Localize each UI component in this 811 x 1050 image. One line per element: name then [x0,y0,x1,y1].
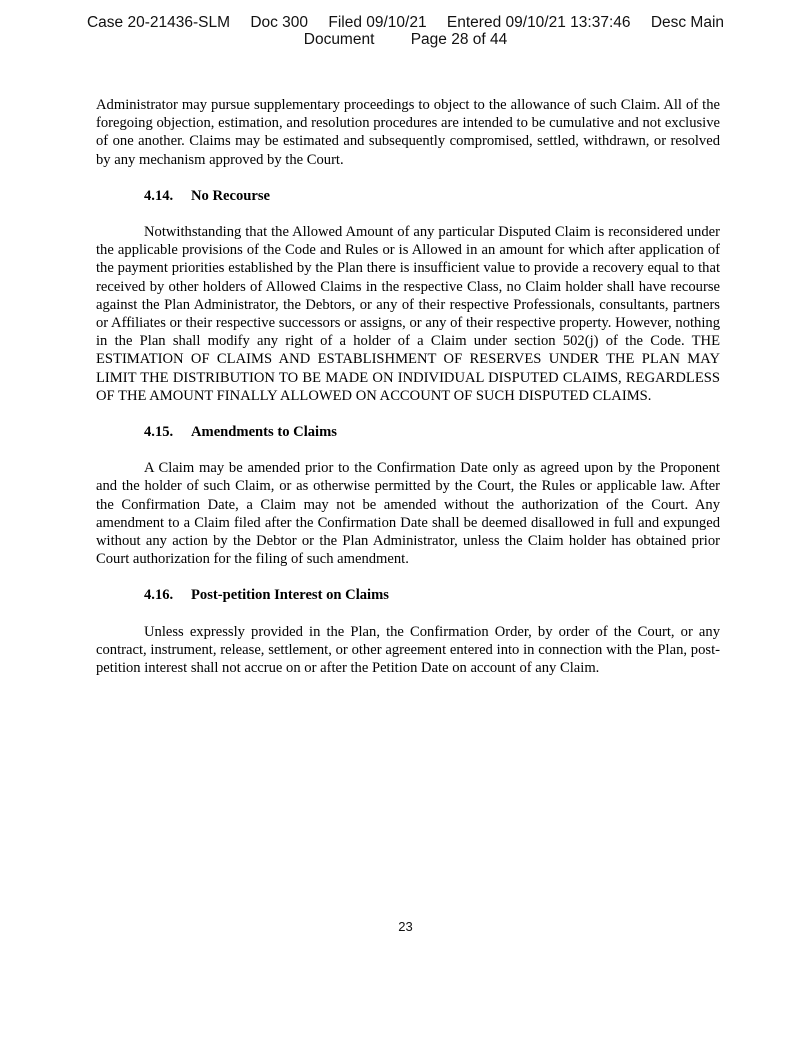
filing-header-line-1 [0,14,811,31]
page-indicator: Page 28 of 44 [410,31,508,48]
section-body-4-14: Notwithstanding that the Allowed Amount of any particular Disputed Claim is reconsidered under the applicable provisions of the Code and Rules or is Allowed in an amount for which after application of the payment priorities established by the Plan there is insufficient value to provide a recovery equal to that received by other holders of Allowed Claims in the respective Class, no Claim holder shall have recourse against the Plan Administrator, the Debtors, or any of their respective Professionals, consultants, partners or Affiliates or their respective successors or assigns, or any of their respective property. However, nothing in the Plan shall modify any right of a holder of a Claim under section 502(j) of the Code. THE ESTIMATION OF CLAIMS AND ESTABLISHMENT OF RESERVES UNDER THE PLAN MAY LIMIT THE DISTRIBUTION TO BE MADE ON INDIVIDUAL DISPUTED CLAIMS, REGARDLESS OF THE AMOUNT FINALLY ALLOWED ON ACCOUNT OF SUCH DISPUTED CLAIMS. [96,224,720,404]
case-number: Case 20-21436-SLM [86,14,230,31]
document-body [96,96,720,677]
section-title: Post-petition Interest on Claims [191,587,389,604]
section-body-4-16: Unless expressly provided in the Plan, the Confirmation Order, by order of the Court, or any contract, instrument, release, settlement, or other agreement entered into in connection with the Plan, post-petition interest shall not accrue on or after the Petition Date on account of any Claim. [96,623,720,677]
court-filing-header [0,14,811,48]
entered-date: Entered 09/10/21 13:37:46 [446,14,631,31]
section-title: No Recourse [191,187,271,204]
docket-number: Doc 300 [250,14,309,31]
filed-date: Filed 09/10/21 [328,14,427,31]
section-heading-4-16 [96,586,720,604]
section-number: 4.14. [144,187,174,204]
page-number: 23 [398,919,413,934]
section-body-4-15: A Claim may be amended prior to the Confirmation Date only as agreed upon by the Proponent and the holder of such Claim, or as otherwise permitted by the Court, the Rules or applicable law. After the Confirmation Date, a Claim may not be amended without the authorization of the Court. Any amendment to a Claim filed after the Confirmation Date shall be deemed disallowed in full and expunged without any action by the Debtor or the Plan Administrator, unless the Claim holder has obtained prior Court authorization for the filing of such amendment. [96,460,720,568]
document-label: Document [303,31,375,48]
description: Desc Main [650,14,725,31]
filing-header-line-2 [0,31,811,48]
section-heading-4-14 [96,187,720,205]
intro-paragraph: Administrator may pursue supplementary proceedings to object to the allowance of such Claim. All of the foregoing objection, estimation, and resolution procedures are intended to be cumulative and not exclusive of one another. Claims may be estimated and subsequently compromised, settled, withdrawn, or resolved by any mechanism approved by the Court. [96,97,720,168]
section-number: 4.15. [144,424,174,441]
section-title: Amendments to Claims [191,424,337,441]
section-number: 4.16. [144,587,174,604]
section-heading-4-15 [96,423,720,441]
